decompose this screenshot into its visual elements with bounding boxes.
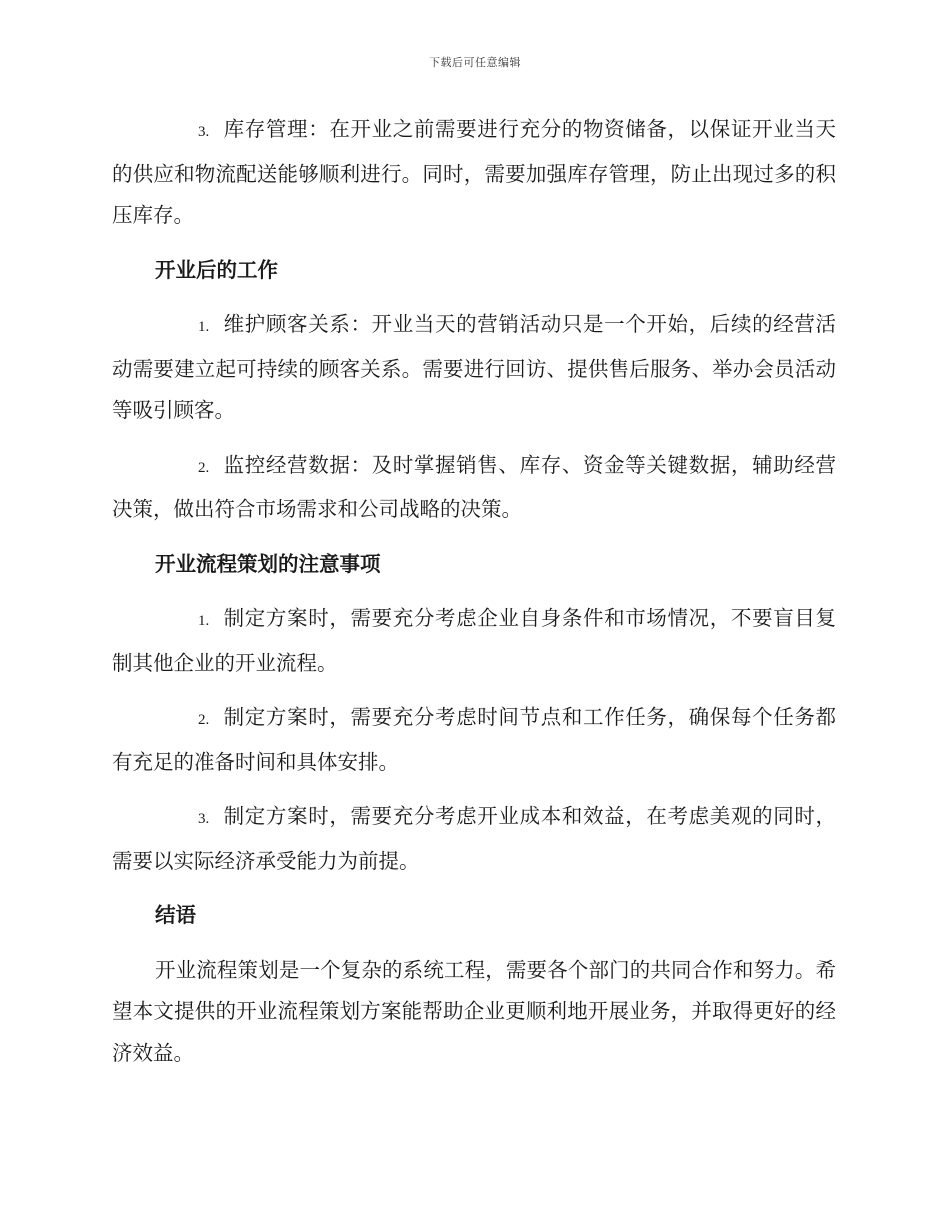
list-item-number: 2. [198,459,210,476]
list-item-text: 制定方案时，需要充分考虑企业自身条件和市场情况，不要盲目复制其他企业的开业流程。 [112,606,836,675]
list-item-precaution-3 [112,796,836,882]
list-item-text: 制定方案时，需要充分考虑开业成本和效益，在考虑美观的同时，需要以实际经济承受能力为前提。 [112,804,836,873]
document-body [112,109,836,1087]
list-item-number: 3. [198,124,210,140]
conclusion-paragraph: 开业流程策划是一个复杂的系统工程，需要各个部门的共同合作和努力。希望本文提供的开业流程策划方案能帮助企业更顺利地开展业务，并取得更好的经济效益。 [112,957,836,1065]
list-item-number: 1. [198,613,210,629]
list-item-number: 3. [198,811,210,827]
list-item-precaution-2 [112,697,836,783]
list-item-text: 库存管理：在开业之前需要进行充分的物资储备，以保证开业当天的供应和物流配送能够顺利进行。同时，需要加强库存管理，防止出现过多的积压库存。 [112,117,836,227]
list-item-text: 制定方案时，需要充分考虑时间节点和工作任务，确保每个任务都有充足的准备时间和具体安排。 [112,705,836,774]
list-item-text: 监控经营数据：及时掌握销售、库存、资金等关键数据，辅助经营决策，做出符合市场需求和公司战略的决策。 [112,452,836,521]
list-item-precaution-1 [112,598,836,684]
section-heading-after-opening: 开业后的工作 [155,257,278,282]
page-header: 下载后可任意编辑 [429,56,521,69]
list-item-number: 1. [198,319,210,335]
list-item-monitor-data [112,445,836,531]
list-item-customer-relations [112,304,836,432]
section-heading-precautions: 开业流程策划的注意事项 [155,551,381,576]
list-item-number: 2. [198,712,210,728]
list-item-text: 维护顾客关系：开业当天的营销活动只是一个开始，后续的经营活动需要建立起可持续的顾客关系。需要进行回访、提供售后服务、举办会员活动等吸引顾客。 [112,312,836,422]
section-heading-conclusion: 结语 [155,903,196,927]
list-item-inventory [112,109,836,237]
